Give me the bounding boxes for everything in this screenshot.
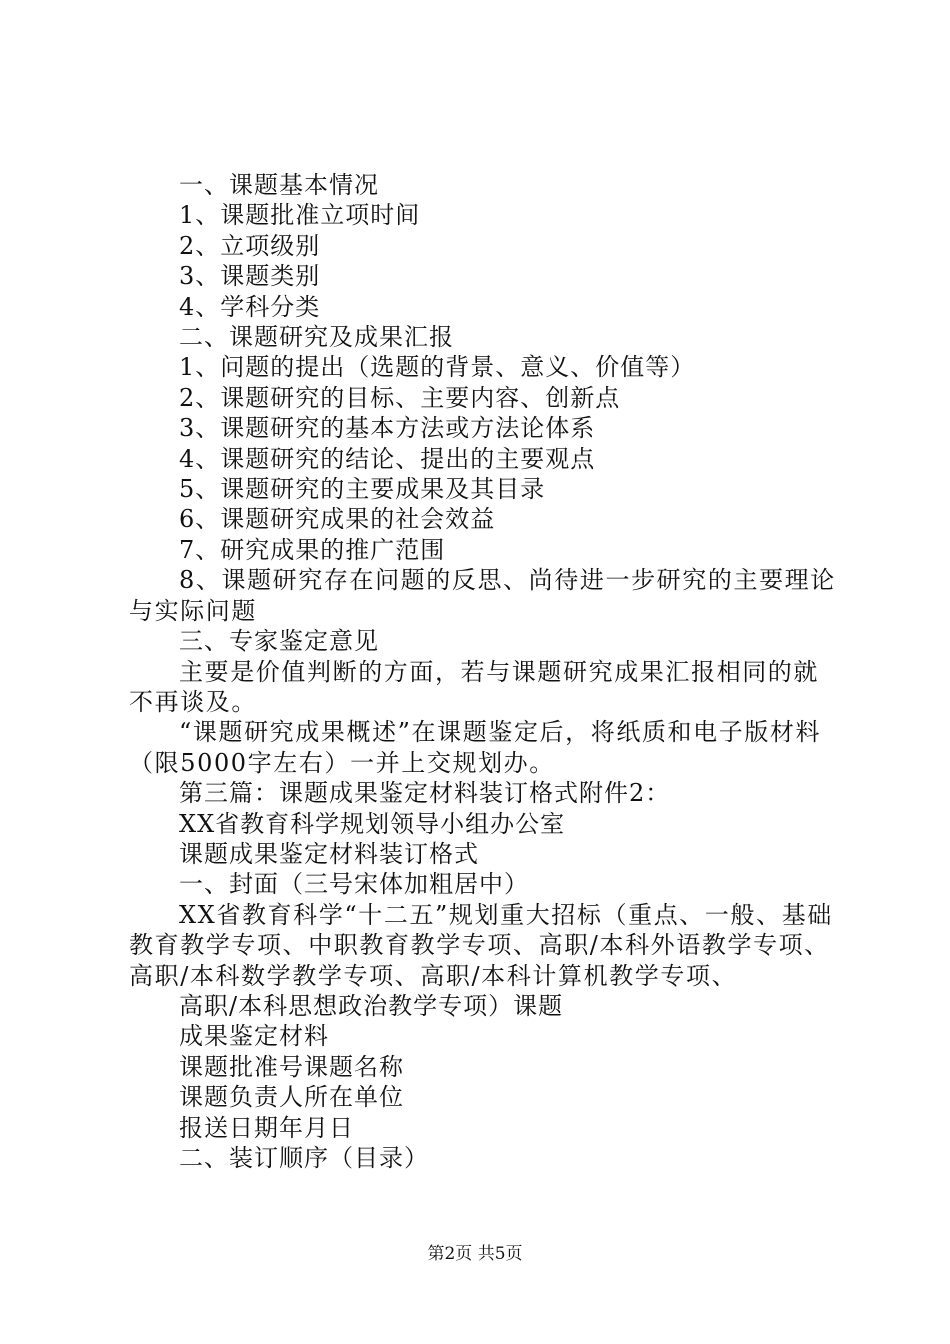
paragraph: 高职/本科思想政治教学专项）课题 [179, 991, 564, 1020]
paragraph: 课题负责人所在单位 [179, 1083, 404, 1112]
section-heading: 一、课题基本情况 [179, 171, 379, 199]
list-item: 2、立项级别 [179, 231, 321, 260]
document-body [129, 170, 841, 1173]
list-item: 4、课题研究的结论、提出的主要观点 [179, 444, 596, 473]
list-item: 1、课题批准立项时间 [179, 201, 421, 230]
list-item: 1、问题的提出（选题的背景、意义、价值等） [179, 353, 696, 382]
list-item: 3、课题类别 [179, 262, 321, 291]
paragraph: 主要是价值判断的方面，若与课题研究成果汇报相同的就不再谈及。 [129, 657, 819, 716]
list-item: 7、研究成果的推广范围 [179, 535, 446, 564]
paragraph: XX省教育科学规划领导小组办公室 [179, 809, 566, 838]
paragraph: 课题成果鉴定材料装订格式 [179, 839, 479, 868]
section-heading: 二、课题研究及成果汇报 [179, 323, 454, 352]
section-heading: 二、装订顺序（目录） [179, 1144, 429, 1172]
paragraph: 报送日期年月日 [179, 1113, 354, 1142]
list-item: 2、课题研究的目标、主要内容、创新点 [179, 383, 621, 412]
paragraph: 第三篇：课题成果鉴定材料装订格式附件2： [179, 779, 671, 808]
list-item: 4、学科分类 [179, 292, 321, 321]
paragraph: 课题批准号课题名称 [179, 1052, 404, 1081]
paragraph: “课题研究成果概述”在课题鉴定后，将纸质和电子版材料（限5000字左右）一并上交规划办。 [129, 718, 822, 777]
list-item: 6、课题研究成果的社会效益 [179, 505, 496, 534]
list-item: 8、课题研究存在问题的反思、尚待进一步研究的主要理论与实际问题 [129, 566, 836, 625]
paragraph: 成果鉴定材料 [179, 1022, 329, 1051]
section-heading: 一、封面（三号宋体加粗居中） [179, 870, 529, 899]
section-heading: 三、专家鉴定意见 [179, 627, 379, 656]
page-footer: 第2页 共5页 [427, 1244, 523, 1264]
list-item: 5、课题研究的主要成果及其目录 [179, 475, 546, 504]
list-item: 3、课题研究的基本方法或方法论体系 [179, 414, 596, 443]
paragraph: XX省教育科学“十二五”规划重大招标（重点、一般、基础教育教学专项、中职教育教学专项、高职/本科外语教学专项、高职/本科数学教学专项、高职/本科计算机教学专项、 [129, 900, 833, 990]
